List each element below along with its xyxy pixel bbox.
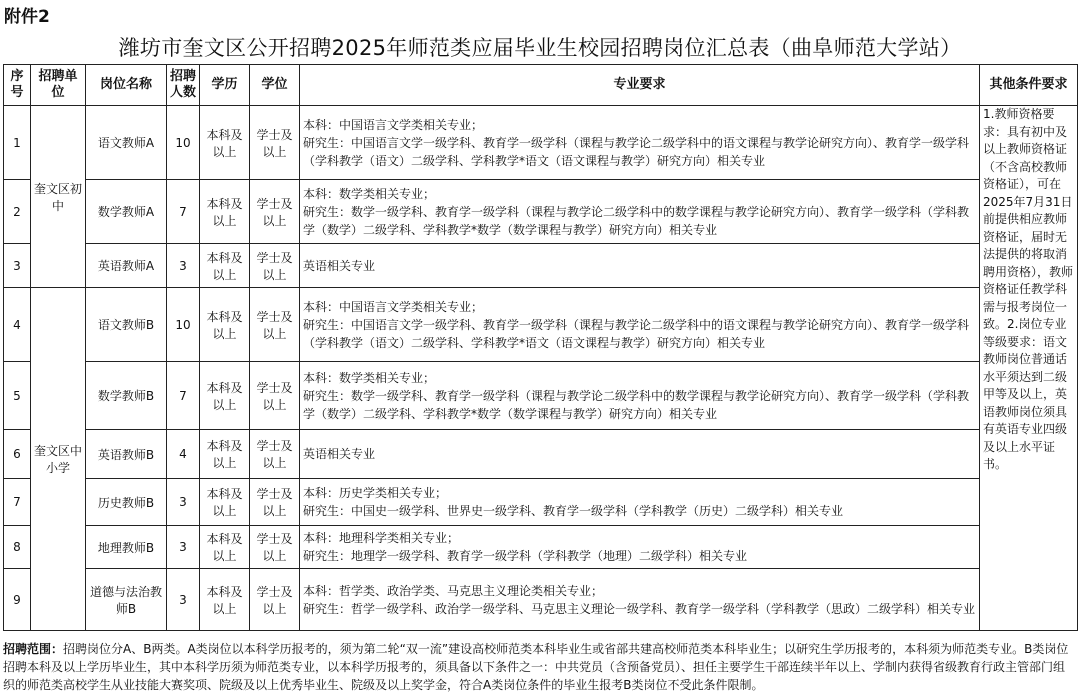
major-line: 研究生：数学一级学科、教育学一级学科（课程与教学论二级学科中的数学课程与教学论研究方向）、教育学一级学科（学科教学（数学）二级学科、学科教学*数学（数学课程与教学）研究方向）相关专业 bbox=[303, 204, 970, 237]
row-seq: 9 bbox=[4, 569, 31, 631]
table-row bbox=[4, 569, 1078, 631]
row-degree: 学士及以上 bbox=[250, 180, 300, 244]
header-degree: 学位 bbox=[250, 65, 300, 106]
recruitment-scope bbox=[3, 640, 1071, 694]
table-row bbox=[4, 430, 1078, 479]
row-seq: 7 bbox=[4, 479, 31, 526]
row-education: 本科及以上 bbox=[200, 288, 250, 362]
row-education: 本科及以上 bbox=[200, 106, 250, 180]
row-position: 数学教师A bbox=[86, 180, 167, 244]
major-line: 本科：数学类相关专业； bbox=[303, 186, 436, 201]
row-degree: 学士及以上 bbox=[250, 106, 300, 180]
row-education: 本科及以上 bbox=[200, 362, 250, 430]
row-count: 7 bbox=[167, 362, 200, 430]
row-education: 本科及以上 bbox=[200, 479, 250, 526]
table-row bbox=[4, 526, 1078, 569]
row-major bbox=[300, 430, 980, 479]
major-line: 本科：地理科学类相关专业； bbox=[303, 531, 460, 545]
row-seq: 8 bbox=[4, 526, 31, 569]
row-position: 英语教师B bbox=[86, 430, 167, 479]
row-education: 本科及以上 bbox=[200, 526, 250, 569]
major-line: 本科：中国语言文学类相关专业； bbox=[303, 117, 484, 132]
row-degree: 学士及以上 bbox=[250, 479, 300, 526]
row-degree: 学士及以上 bbox=[250, 288, 300, 362]
row-position: 语文教师A bbox=[86, 106, 167, 180]
row-degree: 学士及以上 bbox=[250, 526, 300, 569]
row-count: 3 bbox=[167, 526, 200, 569]
row-major bbox=[300, 106, 980, 180]
major-line: 英语相关专业 bbox=[303, 258, 376, 273]
major-line: 研究生：中国语言文学一级学科、教育学一级学科（课程与教学论二级学科中的语文课程与教学论研究方向）、教育学一级学科（学科教学（语文）二级学科、学科教学*语文（语文课程与教学）研究方向）相关专业 bbox=[303, 317, 970, 350]
row-education: 本科及以上 bbox=[200, 180, 250, 244]
unit-cell: 奎文区中小学 bbox=[31, 288, 86, 631]
row-major bbox=[300, 526, 980, 569]
major-line: 研究生：地理学一级学科、教育学一级学科（学科教学（地理）二级学科）相关专业 bbox=[303, 549, 748, 563]
row-degree: 学士及以上 bbox=[250, 244, 300, 288]
row-position: 数学教师B bbox=[86, 362, 167, 430]
row-position: 地理教师B bbox=[86, 526, 167, 569]
row-position: 道德与法治教师B bbox=[86, 569, 167, 631]
row-education: 本科及以上 bbox=[200, 430, 250, 479]
scope-text: 招聘岗位分A、B两类。A类岗位以本科学历报考的，须为第二轮“双一流”建设高校师范类本科毕业生或省部共建高校师范类本科毕业生；以研究生学历报考的，本科须为师范类专业。B类岗位招聘本科及以上学历毕业生，其中本科学历须为师范类专业，以本科学历报考的，须具备以下条件之一：中共党员（含预备党员）、担任主要学生干部连续半年以上、学制内获得省级教育行政主管部门组织的师范类高校学生从业技能大赛奖项、院级及以上优秀毕业生、院级及以上奖学金，符合A类岗位条件的毕业生报考B类岗位不受此条件限制。 bbox=[3, 642, 1069, 692]
row-major bbox=[300, 479, 980, 526]
row-education: 本科及以上 bbox=[200, 569, 250, 631]
row-count: 4 bbox=[167, 430, 200, 479]
row-major bbox=[300, 180, 980, 244]
row-major bbox=[300, 288, 980, 362]
row-degree: 学士及以上 bbox=[250, 430, 300, 479]
page-title: 潍坊市奎文区公开招聘2025年师范类应届毕业生校园招聘岗位汇总表（曲阜师范大学站） bbox=[118, 36, 962, 60]
table-row bbox=[4, 244, 1078, 288]
row-seq: 3 bbox=[4, 244, 31, 288]
major-line: 本科：哲学类、政治学类、马克思主义理论类相关专业； bbox=[303, 583, 604, 598]
row-major bbox=[300, 569, 980, 631]
row-seq: 2 bbox=[4, 180, 31, 244]
row-degree: 学士及以上 bbox=[250, 569, 300, 631]
row-seq: 5 bbox=[4, 362, 31, 430]
major-line: 研究生：哲学一级学科、政治学一级学科、马克思主义理论一级学科、教育学一级学科（学科教学（思政）二级学科）相关专业 bbox=[303, 601, 976, 616]
unit-cell: 奎文区初中 bbox=[31, 106, 86, 288]
header-education: 学历 bbox=[200, 65, 250, 106]
table-row bbox=[4, 180, 1078, 244]
major-line: 研究生：数学一级学科、教育学一级学科（课程与教学论二级学科中的数学课程与教学论研究方向）、教育学一级学科（学科教学（数学）二级学科、学科教学*数学（数学课程与教学）研究方向）相关专业 bbox=[303, 388, 970, 421]
scope-label: 招聘范围： bbox=[3, 642, 64, 656]
major-line: 本科：中国语言文学类相关专业； bbox=[303, 299, 484, 314]
row-count: 3 bbox=[167, 479, 200, 526]
row-seq: 4 bbox=[4, 288, 31, 362]
row-position: 语文教师B bbox=[86, 288, 167, 362]
header-count: 招聘人数 bbox=[167, 65, 200, 106]
row-count: 10 bbox=[167, 288, 200, 362]
row-position: 英语教师A bbox=[86, 244, 167, 288]
table-row bbox=[4, 288, 1078, 362]
row-count: 7 bbox=[167, 180, 200, 244]
row-count: 3 bbox=[167, 244, 200, 288]
major-line: 研究生：中国语言文学一级学科、教育学一级学科（课程与教学论二级学科中的语文课程与教学论研究方向）、教育学一级学科（学科教学（语文）二级学科、学科教学*语文（语文课程与教学）研究方向）相关专业 bbox=[303, 135, 970, 168]
header-row bbox=[4, 65, 1078, 106]
header-unit: 招聘单位 bbox=[31, 65, 86, 106]
major-line: 英语相关专业 bbox=[303, 447, 376, 461]
major-line: 本科：数学类相关专业； bbox=[303, 370, 436, 385]
header-seq: 序号 bbox=[4, 65, 31, 106]
major-line: 研究生：中国史一级学科、世界史一级学科、教育学一级学科（学科教学（历史）二级学科）相关专业 bbox=[303, 504, 844, 518]
recruitment-table bbox=[3, 64, 1078, 631]
row-position: 历史教师B bbox=[86, 479, 167, 526]
header-other: 其他条件要求 bbox=[980, 65, 1078, 106]
header-position: 岗位名称 bbox=[86, 65, 167, 106]
table-row bbox=[4, 479, 1078, 526]
row-major bbox=[300, 362, 980, 430]
header-major: 专业要求 bbox=[300, 65, 980, 106]
row-major bbox=[300, 244, 980, 288]
major-line: 本科：历史学类相关专业； bbox=[303, 486, 448, 500]
table-row bbox=[4, 362, 1078, 430]
row-count: 10 bbox=[167, 106, 200, 180]
row-seq: 6 bbox=[4, 430, 31, 479]
table-row bbox=[4, 106, 1078, 180]
attachment-label: 附件2 bbox=[4, 7, 50, 27]
row-degree: 学士及以上 bbox=[250, 362, 300, 430]
row-education: 本科及以上 bbox=[200, 244, 250, 288]
other-conditions: 1.教师资格要求：具有初中及以上教师资格证（不含高校教师资格证），可在2025年7月31日前提供相应教师资格证，届时无法提供的将取消聘用资格），教师资格证任教学科需与报考岗位一致。2.岗位专业等级要求：语文教师岗位普通话水平须达到二级甲等及以上，英语教师岗位须具有英语专业四级及以上水平证书。 bbox=[980, 106, 1078, 631]
row-count: 3 bbox=[167, 569, 200, 631]
row-seq: 1 bbox=[4, 106, 31, 180]
